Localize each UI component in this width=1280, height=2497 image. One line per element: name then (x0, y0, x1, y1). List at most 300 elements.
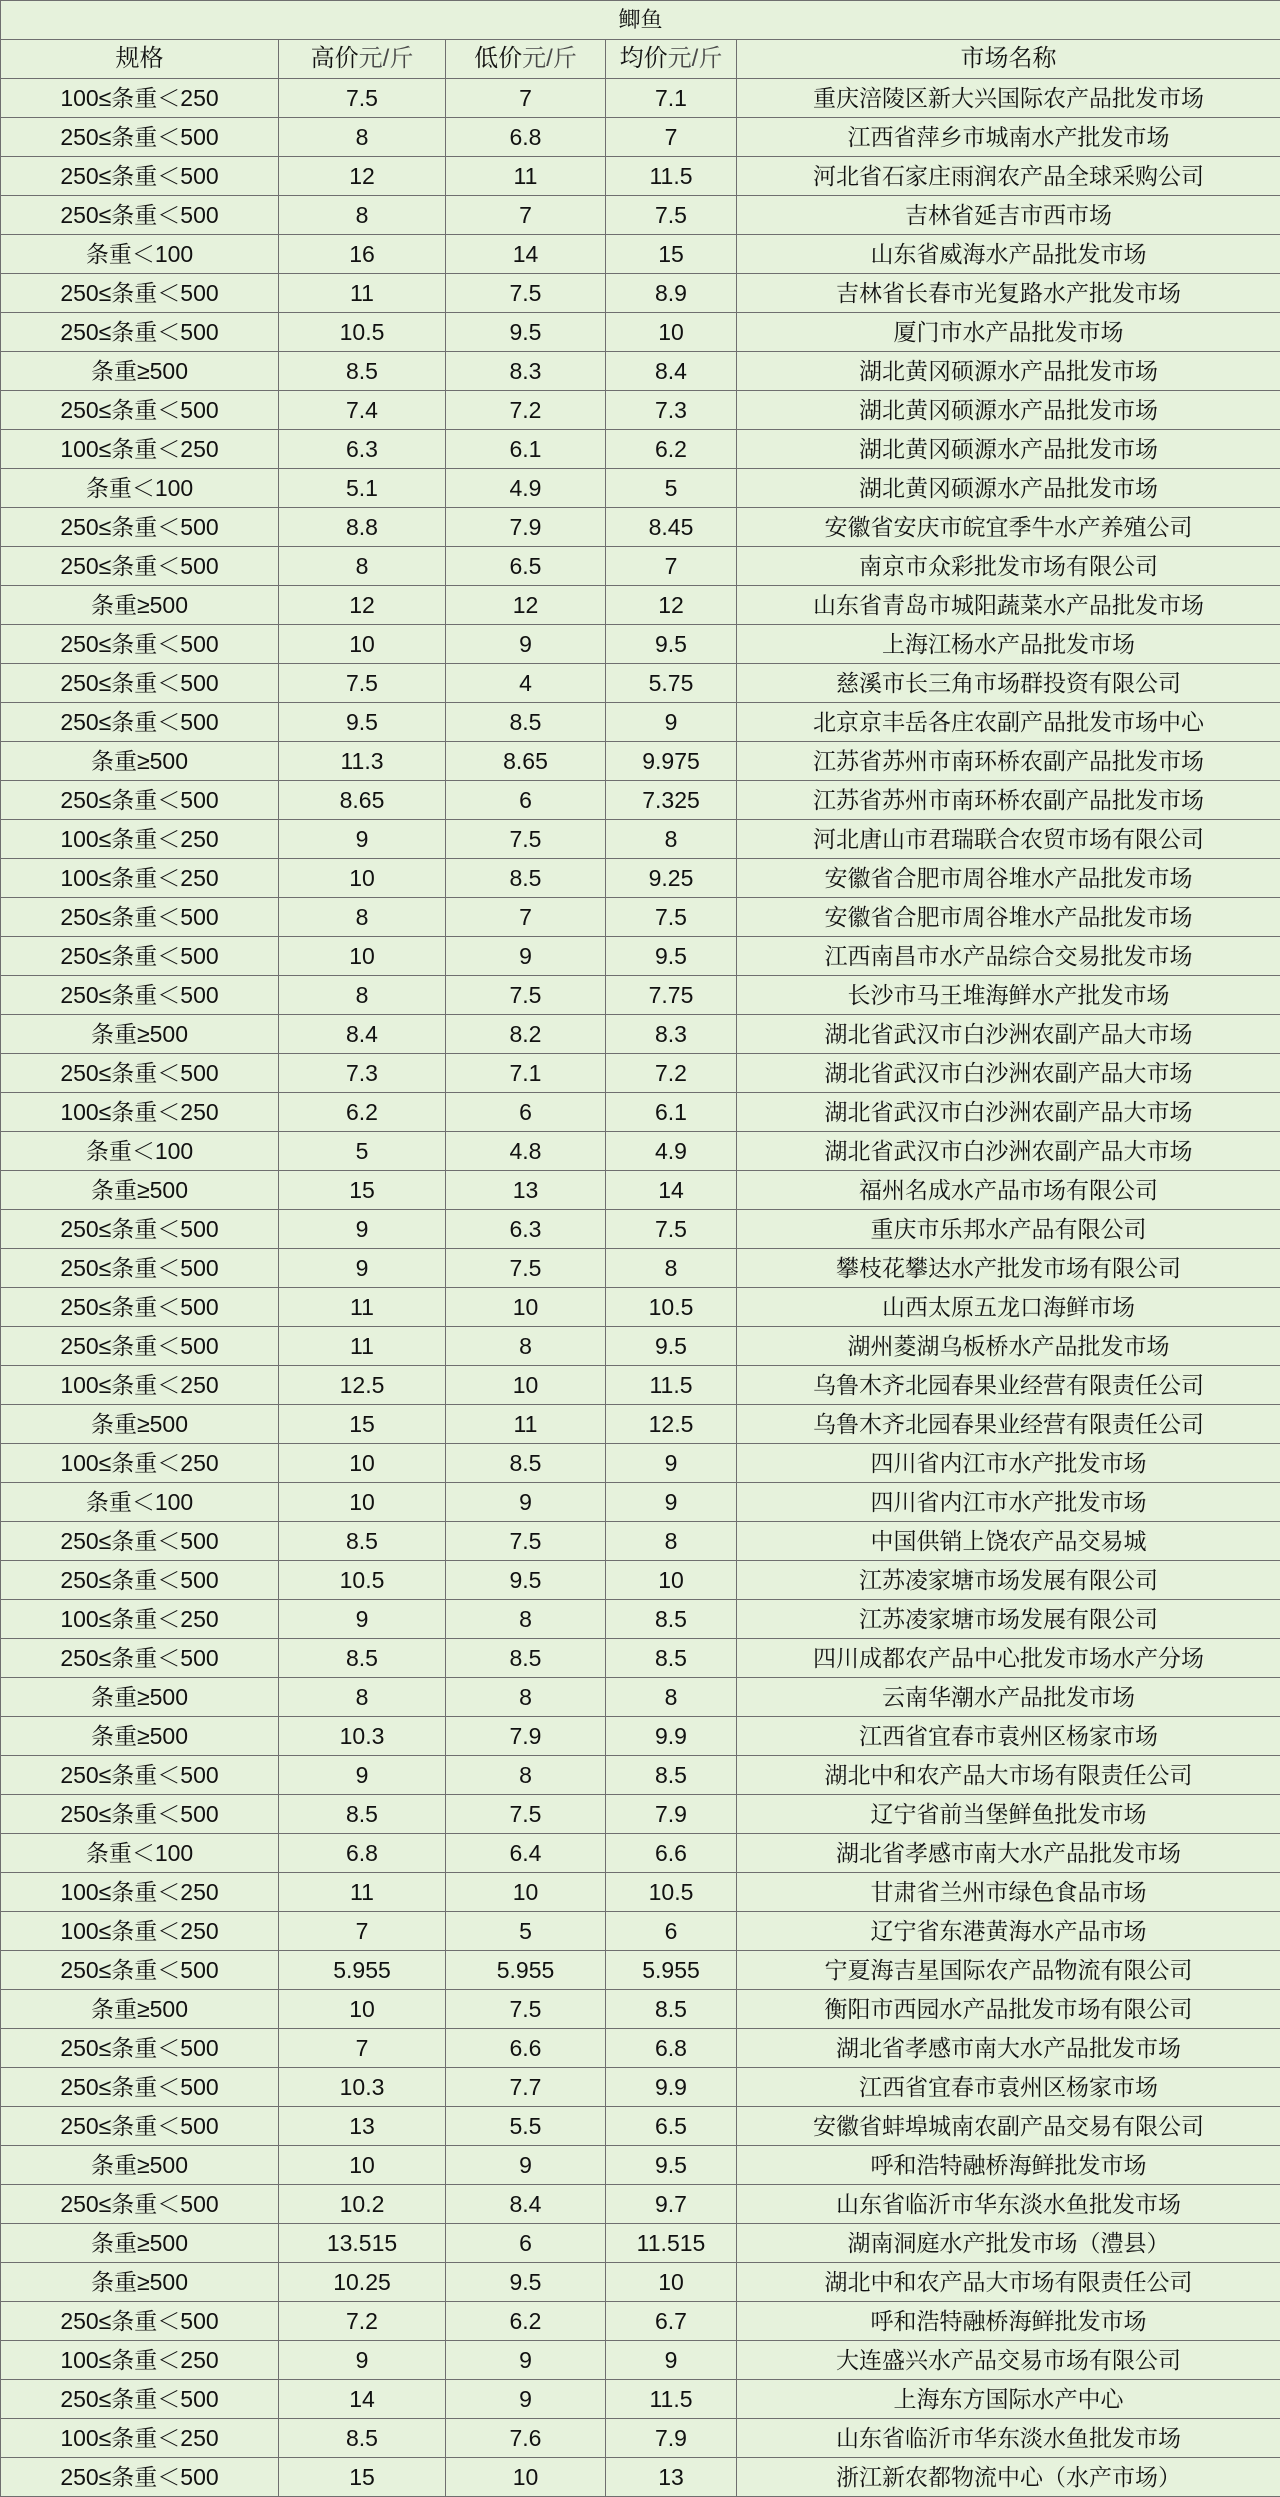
cell-avg-price: 4.9 (606, 1132, 737, 1171)
cell-high-price: 12.5 (279, 1366, 446, 1405)
cell-low-price: 7.1 (446, 1054, 606, 1093)
cell-spec: 250≤条重＜500 (1, 391, 279, 430)
table-row (1, 1990, 1280, 2029)
table-row (1, 157, 1280, 196)
cell-spec: 条重≥500 (1, 1678, 279, 1717)
table-title: 鲫鱼 (1, 1, 1280, 40)
cell-avg-price: 8.5 (606, 1600, 737, 1639)
cell-spec: 250≤条重＜500 (1, 1639, 279, 1678)
cell-high-price: 7.4 (279, 391, 446, 430)
table-row (1, 352, 1280, 391)
cell-market: 厦门市水产品批发市场 (737, 313, 1280, 352)
cell-avg-price: 6.1 (606, 1093, 737, 1132)
cell-low-price: 10 (446, 1873, 606, 1912)
table-row (1, 79, 1280, 118)
cell-market: 湖南洞庭水产批发市场（澧县） (737, 2224, 1280, 2263)
cell-market: 四川省内江市水产批发市场 (737, 1483, 1280, 1522)
cell-market: 南京市众彩批发市场有限公司 (737, 547, 1280, 586)
table-row (1, 1366, 1280, 1405)
table-row (1, 820, 1280, 859)
cell-market: 呼和浩特融桥海鲜批发市场 (737, 2302, 1280, 2341)
cell-high-price: 7.5 (279, 664, 446, 703)
cell-spec: 250≤条重＜500 (1, 2068, 279, 2107)
cell-market: 乌鲁木齐北园春果业经营有限责任公司 (737, 1366, 1280, 1405)
cell-avg-price: 6.6 (606, 1834, 737, 1873)
cell-low-price: 10 (446, 1366, 606, 1405)
table-row (1, 1015, 1280, 1054)
table-row (1, 1405, 1280, 1444)
cell-avg-price: 8 (606, 1522, 737, 1561)
cell-high-price: 5 (279, 1132, 446, 1171)
cell-spec: 250≤条重＜500 (1, 664, 279, 703)
cell-high-price: 6.8 (279, 1834, 446, 1873)
cell-high-price: 8.5 (279, 1522, 446, 1561)
cell-spec: 100≤条重＜250 (1, 1366, 279, 1405)
cell-market: 湖北省孝感市南大水产品批发市场 (737, 1834, 1280, 1873)
cell-market: 辽宁省东港黄海水产品市场 (737, 1912, 1280, 1951)
cell-market: 安徽省合肥市周谷堆水产品批发市场 (737, 898, 1280, 937)
cell-market: 大连盛兴水产品交易市场有限公司 (737, 2341, 1280, 2380)
cell-high-price: 7.3 (279, 1054, 446, 1093)
table-row (1, 859, 1280, 898)
cell-high-price: 13.515 (279, 2224, 446, 2263)
cell-high-price: 16 (279, 235, 446, 274)
cell-high-price: 10 (279, 859, 446, 898)
cell-avg-price: 11.5 (606, 1366, 737, 1405)
cell-high-price: 8 (279, 118, 446, 157)
cell-market: 上海东方国际水产中心 (737, 2380, 1280, 2419)
cell-high-price: 10.2 (279, 2185, 446, 2224)
cell-avg-price: 11.5 (606, 2380, 737, 2419)
cell-spec: 250≤条重＜500 (1, 2029, 279, 2068)
table-row (1, 781, 1280, 820)
cell-spec: 250≤条重＜500 (1, 2107, 279, 2146)
table-row (1, 2419, 1280, 2458)
table-row (1, 1717, 1280, 1756)
table-row (1, 1054, 1280, 1093)
cell-avg-price: 8.3 (606, 1015, 737, 1054)
cell-spec: 条重≥500 (1, 2146, 279, 2185)
cell-low-price: 9 (446, 2146, 606, 2185)
cell-low-price: 8.2 (446, 1015, 606, 1054)
cell-spec: 100≤条重＜250 (1, 2341, 279, 2380)
cell-avg-price: 5 (606, 469, 737, 508)
cell-low-price: 6.6 (446, 2029, 606, 2068)
table-row (1, 976, 1280, 1015)
table-row (1, 2146, 1280, 2185)
table-header-row (1, 40, 1280, 79)
cell-high-price: 8 (279, 547, 446, 586)
cell-low-price: 5.955 (446, 1951, 606, 1990)
cell-market: 湖北黄冈硕源水产品批发市场 (737, 469, 1280, 508)
cell-spec: 250≤条重＜500 (1, 937, 279, 976)
cell-spec: 250≤条重＜500 (1, 1951, 279, 1990)
cell-high-price: 15 (279, 2458, 446, 2497)
cell-avg-price: 6.8 (606, 2029, 737, 2068)
cell-market: 湖北省武汉市白沙洲农副产品大市场 (737, 1093, 1280, 1132)
cell-avg-price: 7.325 (606, 781, 737, 820)
cell-low-price: 8 (446, 1678, 606, 1717)
cell-low-price: 7.6 (446, 2419, 606, 2458)
cell-low-price: 4 (446, 664, 606, 703)
table-row (1, 274, 1280, 313)
cell-avg-price: 10 (606, 313, 737, 352)
cell-avg-price: 7 (606, 547, 737, 586)
cell-low-price: 6.1 (446, 430, 606, 469)
cell-market: 湖北黄冈硕源水产品批发市场 (737, 391, 1280, 430)
cell-market: 江苏凌家塘市场发展有限公司 (737, 1561, 1280, 1600)
cell-market: 吉林省延吉市西市场 (737, 196, 1280, 235)
cell-avg-price: 7.75 (606, 976, 737, 1015)
cell-avg-price: 7.9 (606, 2419, 737, 2458)
cell-spec: 条重≥500 (1, 742, 279, 781)
cell-high-price: 11 (279, 1288, 446, 1327)
cell-low-price: 7 (446, 79, 606, 118)
table-row (1, 2380, 1280, 2419)
cell-low-price: 7.5 (446, 1249, 606, 1288)
cell-high-price: 9.5 (279, 703, 446, 742)
cell-market: 安徽省合肥市周谷堆水产品批发市场 (737, 859, 1280, 898)
cell-spec: 100≤条重＜250 (1, 859, 279, 898)
cell-spec: 250≤条重＜500 (1, 1756, 279, 1795)
cell-spec: 250≤条重＜500 (1, 1054, 279, 1093)
header-avg-unit: 元/斤 (668, 45, 723, 72)
cell-spec: 250≤条重＜500 (1, 703, 279, 742)
table-row (1, 898, 1280, 937)
cell-low-price: 9 (446, 2341, 606, 2380)
cell-avg-price: 12 (606, 586, 737, 625)
cell-avg-price: 6.2 (606, 430, 737, 469)
cell-high-price: 10 (279, 1990, 446, 2029)
cell-spec: 250≤条重＜500 (1, 1522, 279, 1561)
table-row (1, 196, 1280, 235)
cell-spec: 250≤条重＜500 (1, 2458, 279, 2497)
cell-low-price: 7.9 (446, 508, 606, 547)
cell-market: 长沙市马王堆海鲜水产批发市场 (737, 976, 1280, 1015)
table-row (1, 1483, 1280, 1522)
cell-low-price: 9 (446, 937, 606, 976)
cell-avg-price: 10.5 (606, 1288, 737, 1327)
cell-low-price: 6.3 (446, 1210, 606, 1249)
cell-high-price: 8 (279, 898, 446, 937)
cell-high-price: 14 (279, 2380, 446, 2419)
header-high-price (279, 40, 446, 79)
table-row (1, 1912, 1280, 1951)
cell-high-price: 9 (279, 1756, 446, 1795)
cell-market: 乌鲁木齐北园春果业经营有限责任公司 (737, 1405, 1280, 1444)
cell-avg-price: 9.7 (606, 2185, 737, 2224)
cell-high-price: 11 (279, 1873, 446, 1912)
table-row (1, 1327, 1280, 1366)
table-row (1, 1249, 1280, 1288)
table-row (1, 2341, 1280, 2380)
cell-market: 江西省宜春市袁州区杨家市场 (737, 1717, 1280, 1756)
cell-spec: 条重≥500 (1, 586, 279, 625)
cell-avg-price: 9.975 (606, 742, 737, 781)
table-row (1, 118, 1280, 157)
cell-market: 重庆涪陵区新大兴国际农产品批发市场 (737, 79, 1280, 118)
cell-low-price: 9 (446, 1483, 606, 1522)
table-row (1, 2263, 1280, 2302)
cell-market: 山东省威海水产品批发市场 (737, 235, 1280, 274)
cell-avg-price: 7.9 (606, 1795, 737, 1834)
cell-high-price: 10.5 (279, 1561, 446, 1600)
cell-low-price: 13 (446, 1171, 606, 1210)
cell-avg-price: 8.5 (606, 1990, 737, 2029)
header-high-unit: 元/斤 (359, 45, 414, 72)
cell-low-price: 7.5 (446, 1990, 606, 2029)
cell-avg-price: 8.5 (606, 1756, 737, 1795)
table-row (1, 1834, 1280, 1873)
table-row (1, 1951, 1280, 1990)
cell-low-price: 6.5 (446, 547, 606, 586)
cell-high-price: 5.955 (279, 1951, 446, 1990)
cell-spec: 250≤条重＜500 (1, 196, 279, 235)
cell-avg-price: 5.75 (606, 664, 737, 703)
cell-high-price: 15 (279, 1405, 446, 1444)
cell-low-price: 11 (446, 157, 606, 196)
table-row (1, 2068, 1280, 2107)
cell-spec: 条重≥500 (1, 1405, 279, 1444)
cell-spec: 100≤条重＜250 (1, 1912, 279, 1951)
cell-low-price: 8.5 (446, 703, 606, 742)
cell-low-price: 7.2 (446, 391, 606, 430)
cell-low-price: 6.2 (446, 2302, 606, 2341)
cell-market: 湖北省武汉市白沙洲农副产品大市场 (737, 1054, 1280, 1093)
cell-spec: 条重≥500 (1, 1990, 279, 2029)
cell-low-price: 7.7 (446, 2068, 606, 2107)
cell-low-price: 9.5 (446, 313, 606, 352)
cell-market: 山东省临沂市华东淡水鱼批发市场 (737, 2185, 1280, 2224)
cell-low-price: 9.5 (446, 1561, 606, 1600)
cell-low-price: 8.3 (446, 352, 606, 391)
cell-spec: 250≤条重＜500 (1, 2380, 279, 2419)
cell-spec: 条重≥500 (1, 2263, 279, 2302)
cell-spec: 100≤条重＜250 (1, 79, 279, 118)
cell-avg-price: 9.9 (606, 2068, 737, 2107)
cell-low-price: 8.5 (446, 1444, 606, 1483)
cell-high-price: 8.4 (279, 1015, 446, 1054)
cell-market: 重庆市乐邦水产品有限公司 (737, 1210, 1280, 1249)
header-avg-label: 均价 (620, 45, 668, 72)
table-body (1, 79, 1280, 2497)
cell-avg-price: 9.5 (606, 625, 737, 664)
cell-high-price: 7 (279, 1912, 446, 1951)
cell-spec: 250≤条重＜500 (1, 274, 279, 313)
table-title-row (1, 1, 1280, 40)
cell-low-price: 11 (446, 1405, 606, 1444)
cell-spec: 250≤条重＜500 (1, 508, 279, 547)
cell-avg-price: 8.9 (606, 274, 737, 313)
table-row (1, 2458, 1280, 2497)
table-row (1, 547, 1280, 586)
cell-spec: 250≤条重＜500 (1, 313, 279, 352)
table-row (1, 469, 1280, 508)
cell-spec: 250≤条重＜500 (1, 157, 279, 196)
cell-low-price: 7.5 (446, 976, 606, 1015)
cell-market: 安徽省安庆市皖宜季牛水产养殖公司 (737, 508, 1280, 547)
cell-spec: 100≤条重＜250 (1, 1600, 279, 1639)
table-row (1, 586, 1280, 625)
cell-market: 安徽省蚌埠城南农副产品交易有限公司 (737, 2107, 1280, 2146)
cell-low-price: 9 (446, 625, 606, 664)
cell-high-price: 8.5 (279, 1795, 446, 1834)
cell-spec: 100≤条重＜250 (1, 1444, 279, 1483)
table-row (1, 430, 1280, 469)
cell-low-price: 12 (446, 586, 606, 625)
cell-high-price: 8 (279, 196, 446, 235)
table-row (1, 625, 1280, 664)
cell-market: 湖北中和农产品大市场有限责任公司 (737, 2263, 1280, 2302)
cell-spec: 条重≥500 (1, 2224, 279, 2263)
cell-spec: 条重≥500 (1, 1171, 279, 1210)
cell-avg-price: 9 (606, 1483, 737, 1522)
header-avg-price (606, 40, 737, 79)
cell-market: 辽宁省前当堡鲜鱼批发市场 (737, 1795, 1280, 1834)
cell-high-price: 9 (279, 820, 446, 859)
cell-high-price: 8 (279, 976, 446, 1015)
cell-spec: 条重＜100 (1, 1483, 279, 1522)
cell-low-price: 6.8 (446, 118, 606, 157)
cell-high-price: 10.25 (279, 2263, 446, 2302)
cell-market: 江苏省苏州市南环桥农副产品批发市场 (737, 742, 1280, 781)
cell-market: 慈溪市长三角市场群投资有限公司 (737, 664, 1280, 703)
cell-market: 江苏省苏州市南环桥农副产品批发市场 (737, 781, 1280, 820)
cell-spec: 250≤条重＜500 (1, 1795, 279, 1834)
cell-market: 云南华潮水产品批发市场 (737, 1678, 1280, 1717)
cell-market: 江西省萍乡市城南水产批发市场 (737, 118, 1280, 157)
cell-high-price: 9 (279, 1600, 446, 1639)
cell-low-price: 7.5 (446, 1795, 606, 1834)
cell-high-price: 8.8 (279, 508, 446, 547)
cell-high-price: 11.3 (279, 742, 446, 781)
cell-spec: 250≤条重＜500 (1, 547, 279, 586)
cell-spec: 250≤条重＜500 (1, 118, 279, 157)
cell-spec: 条重≥500 (1, 1015, 279, 1054)
cell-spec: 250≤条重＜500 (1, 2302, 279, 2341)
table-row (1, 2107, 1280, 2146)
header-high-label: 高价 (311, 45, 359, 72)
cell-market: 湖北省武汉市白沙洲农副产品大市场 (737, 1015, 1280, 1054)
cell-spec: 100≤条重＜250 (1, 1873, 279, 1912)
cell-market: 江西省宜春市袁州区杨家市场 (737, 2068, 1280, 2107)
cell-avg-price: 10 (606, 2263, 737, 2302)
cell-spec: 条重＜100 (1, 469, 279, 508)
cell-spec: 250≤条重＜500 (1, 625, 279, 664)
cell-avg-price: 9.5 (606, 937, 737, 976)
cell-low-price: 14 (446, 235, 606, 274)
cell-avg-price: 11.515 (606, 2224, 737, 2263)
cell-low-price: 8 (446, 1600, 606, 1639)
table-row (1, 1288, 1280, 1327)
cell-spec: 250≤条重＜500 (1, 1561, 279, 1600)
cell-market: 江西南昌市水产品综合交易批发市场 (737, 937, 1280, 976)
cell-avg-price: 7.2 (606, 1054, 737, 1093)
cell-market: 山西太原五龙口海鲜市场 (737, 1288, 1280, 1327)
cell-high-price: 7.5 (279, 79, 446, 118)
cell-market: 四川省内江市水产批发市场 (737, 1444, 1280, 1483)
table-row (1, 508, 1280, 547)
cell-spec: 条重≥500 (1, 1717, 279, 1756)
cell-avg-price: 9 (606, 2341, 737, 2380)
cell-spec: 条重＜100 (1, 235, 279, 274)
cell-high-price: 9 (279, 2341, 446, 2380)
table-row (1, 1171, 1280, 1210)
cell-spec: 250≤条重＜500 (1, 1288, 279, 1327)
cell-low-price: 9 (446, 2380, 606, 2419)
cell-avg-price: 12.5 (606, 1405, 737, 1444)
cell-market: 江苏凌家塘市场发展有限公司 (737, 1600, 1280, 1639)
cell-high-price: 11 (279, 274, 446, 313)
cell-high-price: 11 (279, 1327, 446, 1366)
cell-high-price: 8.5 (279, 1639, 446, 1678)
cell-spec: 250≤条重＜500 (1, 1327, 279, 1366)
cell-high-price: 15 (279, 1171, 446, 1210)
cell-low-price: 10 (446, 2458, 606, 2497)
cell-avg-price: 9.5 (606, 1327, 737, 1366)
table-row (1, 235, 1280, 274)
cell-market: 四川成都农产品中心批发市场水产分场 (737, 1639, 1280, 1678)
table-row (1, 1210, 1280, 1249)
cell-low-price: 6 (446, 1093, 606, 1132)
cell-high-price: 10 (279, 937, 446, 976)
table-row (1, 1678, 1280, 1717)
header-low-unit: 元/斤 (522, 45, 577, 72)
table-row (1, 2029, 1280, 2068)
cell-avg-price: 15 (606, 235, 737, 274)
cell-spec: 条重＜100 (1, 1834, 279, 1873)
cell-low-price: 9.5 (446, 2263, 606, 2302)
cell-avg-price: 6 (606, 1912, 737, 1951)
cell-avg-price: 10.5 (606, 1873, 737, 1912)
cell-market: 北京京丰岳各庄农副产品批发市场中心 (737, 703, 1280, 742)
table-row (1, 1444, 1280, 1483)
table-row (1, 1093, 1280, 1132)
cell-spec: 100≤条重＜250 (1, 430, 279, 469)
header-spec: 规格 (1, 40, 279, 79)
cell-low-price: 8 (446, 1327, 606, 1366)
cell-high-price: 8 (279, 1678, 446, 1717)
cell-high-price: 10 (279, 1444, 446, 1483)
table-row (1, 1522, 1280, 1561)
cell-spec: 100≤条重＜250 (1, 2419, 279, 2458)
header-low-price (446, 40, 606, 79)
cell-avg-price: 9 (606, 703, 737, 742)
cell-avg-price: 5.955 (606, 1951, 737, 1990)
table-row (1, 1795, 1280, 1834)
cell-spec: 条重＜100 (1, 1132, 279, 1171)
cell-avg-price: 10 (606, 1561, 737, 1600)
cell-avg-price: 8.5 (606, 1639, 737, 1678)
table-row (1, 1561, 1280, 1600)
cell-avg-price: 8 (606, 1678, 737, 1717)
table-row (1, 664, 1280, 703)
cell-high-price: 10 (279, 625, 446, 664)
table-row (1, 1756, 1280, 1795)
cell-avg-price: 8 (606, 820, 737, 859)
cell-avg-price: 14 (606, 1171, 737, 1210)
cell-low-price: 10 (446, 1288, 606, 1327)
cell-low-price: 8.4 (446, 2185, 606, 2224)
cell-avg-price: 9.9 (606, 1717, 737, 1756)
cell-spec: 条重≥500 (1, 352, 279, 391)
table-row (1, 391, 1280, 430)
cell-avg-price: 7.5 (606, 898, 737, 937)
cell-low-price: 8.5 (446, 859, 606, 898)
cell-market: 河北省石家庄雨润农产品全球采购公司 (737, 157, 1280, 196)
cell-avg-price: 9.5 (606, 2146, 737, 2185)
cell-avg-price: 7.5 (606, 1210, 737, 1249)
